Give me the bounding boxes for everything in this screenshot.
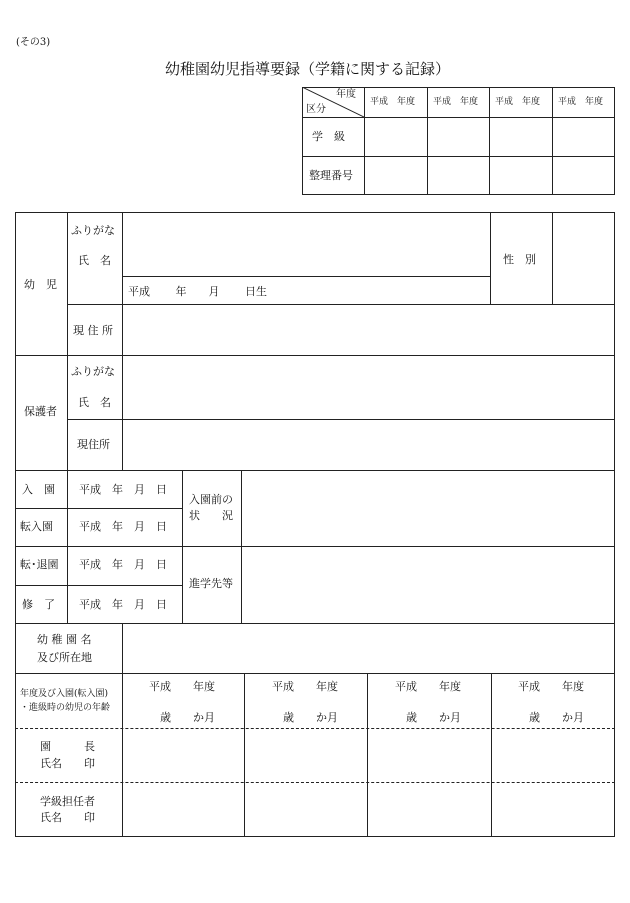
age-months-4: 歳 か月: [529, 711, 584, 724]
guardian-section-label: 保護者: [24, 405, 57, 418]
pre-entry-status-label-1: 入園前の: [189, 493, 233, 506]
teacher-label-1: 学級担任者: [40, 795, 95, 808]
child-section-label: 幼 児: [24, 278, 57, 291]
kindergarten-name-label-1: 幼 稚 園 名: [37, 633, 92, 646]
entry-label: 入 園: [22, 483, 55, 496]
next-school-label: 進学先等: [189, 577, 233, 590]
transfer-in-date: 平成 年 月 日: [79, 520, 167, 533]
diag-bottom-label: 区分: [306, 104, 326, 115]
row-number-label: 整理番号: [309, 169, 353, 182]
guardian-furigana-label: ふりがな: [71, 365, 115, 378]
transfer-out-label: 転･退園: [20, 558, 59, 571]
year-cell-2: 平成 年度: [433, 97, 479, 107]
pre-entry-status-label-2: 状 況: [189, 509, 233, 522]
transfer-out-date: 平成 年 月 日: [79, 558, 167, 571]
teacher-label-2: 氏名 印: [40, 811, 95, 824]
year-cell-4: 平成 年度: [558, 97, 604, 107]
age-year-3: 平成 年度: [395, 680, 461, 693]
diag-top-label: 年度: [336, 89, 356, 100]
child-furigana-label: ふりがな: [71, 224, 115, 237]
age-year-4: 平成 年度: [518, 680, 584, 693]
age-row-label-2: ・進級時の幼児の年齢: [20, 703, 111, 713]
guardian-name-label: 氏 名: [78, 396, 111, 409]
child-birth-label: 平成 年 月 日生: [128, 285, 267, 298]
year-cell-3: 平成 年度: [495, 97, 541, 107]
age-row-label-1: 年度及び入園(転入園): [20, 689, 109, 699]
age-year-2: 平成 年度: [272, 680, 338, 693]
year-cell-1: 平成 年度: [370, 97, 416, 107]
guardian-address-label: 現住所: [77, 438, 110, 451]
director-label-1: 園 長: [40, 740, 95, 753]
row-class-label: 学 級: [312, 130, 345, 143]
completion-date: 平成 年 月 日: [79, 598, 167, 611]
transfer-in-label: 転入園: [20, 520, 53, 533]
completion-label: 修 了: [22, 598, 55, 611]
entry-date: 平成 年 月 日: [79, 483, 167, 496]
age-months-3: 歳 か月: [406, 711, 461, 724]
page-title: 幼稚園幼児指導要録（学籍に関する記録）: [165, 60, 451, 78]
kindergarten-name-label-2: 及び所在地: [37, 651, 92, 664]
child-address-label: 現 住 所: [73, 324, 113, 337]
age-months-2: 歳 か月: [283, 711, 338, 724]
child-gender-label: 性 別: [503, 253, 536, 266]
age-year-1: 平成 年度: [149, 680, 215, 693]
age-months-1: 歳 か月: [160, 711, 215, 724]
director-label-2: 氏名 印: [40, 757, 95, 770]
page-label: (その3): [16, 37, 51, 48]
child-name-label: 氏 名: [78, 254, 111, 267]
